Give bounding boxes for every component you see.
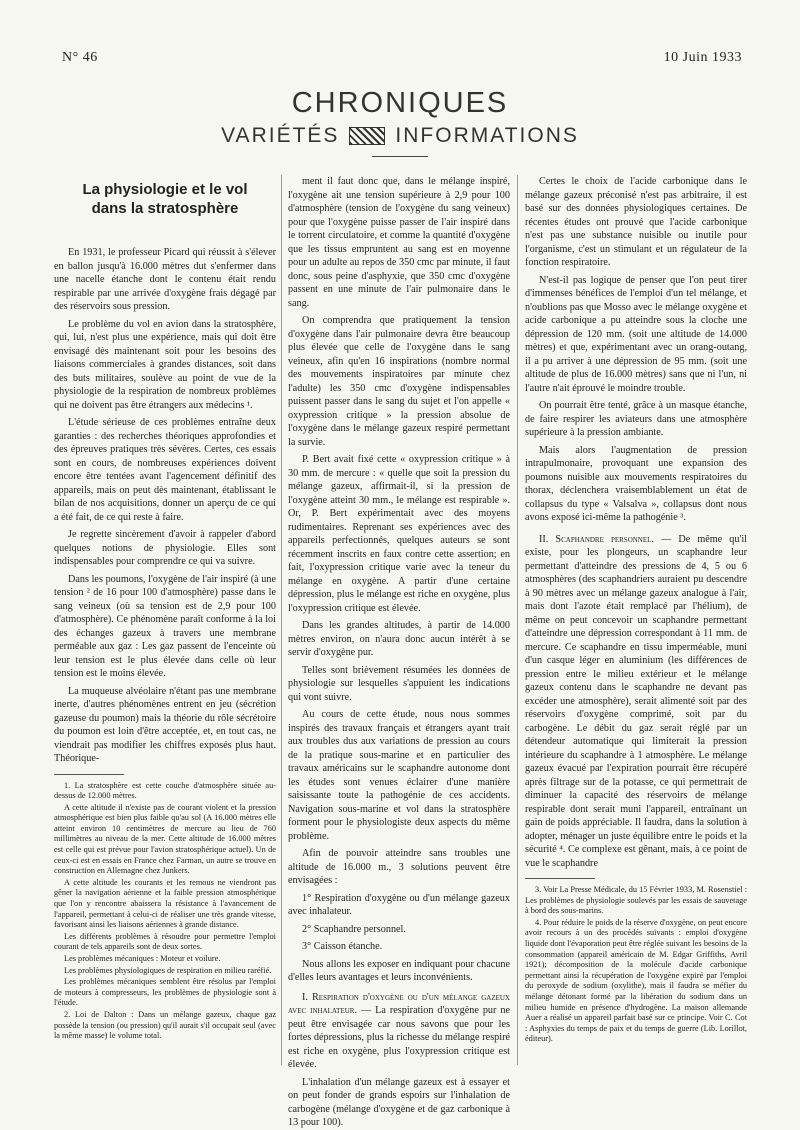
paragraph: Je regrette sincèrement d'avoir à rappeler d'abord quelques notions de physiologie. Elles sont indispensables pour comprendre ce qui va suivre. [54,529,276,567]
masthead-varietes: VARIÉTÉS [221,124,340,147]
paragraph: En 1931, le professeur Picard qui réussit à s'élever en ballon jusqu'à 16.000 mètres dut s'enfermer dans une nacelle étanche dont le contenu était rendu respirable par une arrivée d'oxygène frais dégagé par des réservoirs sous pression. [54,247,276,312]
paragraph: ment il faut donc que, dans le mélange inspiré, l'oxygène ait une tension supérieure à 2,9 pour 100 d'atmosphère (tension de l'oxygène du sang veineux) pour que l'oxygène puisse passer de l'air inspiré dans le torrent circulatoire, et comme la quantité d'oxygène que les tissus empruntent au sang est en moyenne pour un adulte au repos de 350 cmc par minute, il faut donc, sous peine d'asphyxie, que 350 cmc d'oxygène passent en une minute de l'air pulmonaire dans le sang. [288,176,510,309]
solutions-list [288,892,510,954]
masthead-subtitle [0,124,800,148]
issue-date: 10 Juin 1933 [663,50,742,65]
section-2-text: — De même qu'il existe, pour les plongeurs, un scaphandre leur permettant d'atteindre des pressions de 4, 5 ou 6 atmosphères (des scaphandriers auraient pu descendre à 90 mètres avec un mélange gazeux analogue à l'air, mais dont l'azote était remplacé par l'hélium), de même on peut concevoir un scaphandre permettant d'atteindre une dépression correspondant à 11 mm. de mercure. Ce scaphandre en tissu imperméable, muni d'un casque léger en aluminium (les différences de pression entre le milieu extérieur et le mélange gazeux contenu dans le scaphandre ne devant pas excéder une atmosphère), serait alimenté soit par des réservoirs d'oxygène comprimé, soit par du carbogène. Le débit du gaz serait réglé par un détendeur automatique qui limiterait la pression intérieure du scaphandre à 1 atmosphère. Le mélange gazeux évacué par l'expiration pourrait être récupéré après filtrage sur de la potasse, ce qui permettrait de diminuer la capacité des réservoirs de mélange respirable dont serait muni l'appareil, entraînant un gain de poids appréciable. Il faudra, dans la solution à adopter, ménager un juste équilibre entre le poids et la sécurité ⁴. Ce complexe est gênant, mais, à ce point de vue le scaphandre [525,533,747,869]
column-2 [288,175,510,1130]
paragraph: Mais alors l'augmentation de pression intrapulmonaire, provoquant une expansion des poumons nuisible aux mouvements respiratoires du thorax, déclenchera vraisemblablement un état de collapsus du type « Valsalva », collapsus dont nous avons exposé ici-même la pathogénie ³. [525,444,747,523]
paragraph: Dans les grandes altitudes, à partir de 14.000 mètres environ, on n'aura donc aucun intérêt à se servir d'oxygène pur. [288,620,510,658]
paragraph: Certes le choix de l'acide carbonique dans le mélange gazeux préconisé n'est pas arbitraire, il est basé sur des données physiologiques certaines. De récentes études ont prouvé que l'acide carbonique n'est pas une substance nuisible ou inutile pour l'organisme, c'est un stimulant et un régulateur de la fonction respiratoire. [525,176,747,268]
paragraph: La muqueuse alvéolaire n'étant pas une membrane inerte, d'autres phénomènes entrent en jeu (sécrétion gazeuse du poumon) mais la théorie du rôle sécrétoire du poumon est loin d'être acceptée, et, en tout cas, ne viendrait pas modifier les chiffres exposés plus haut. Théorique- [54,685,276,764]
decorative-ornament-icon [349,127,385,145]
paragraph: Nous allons les exposer en indiquant pour chacune d'elles leurs avantages et leurs inconvénients. [288,958,510,983]
column-2-body [288,175,510,888]
paragraph: Afin de pouvoir atteindre sans troubles une altitude de 16.000 m., 3 solutions peuvent être envisagées : [288,848,510,886]
footnote: Les problèmes mécaniques : Moteur et voilure. [64,954,221,963]
column-1-footnotes [54,781,276,1042]
masthead-rule [372,156,428,157]
list-item: 2° Scaphandre personnel. [302,923,406,935]
column-3-body [525,175,747,525]
footnote-rule [54,774,124,775]
article-title [54,180,276,218]
footnote: Les problèmes physiologiques de respiration en milieu raréfié. [64,965,272,975]
paragraph: L'étude sérieuse de ces problèmes entraîne deux garanties : des recherches théoriques approfondies et des épreuves pratiques très sévères. Certes, ces essais sont en cours, de nombreuses expériences doivent encore être tentées avant l'agencement définitif des appareils, mais on peut dès maintenant, établissant le bilan de nos acquisitions, donner un aperçu de ce qui a été fait, de ce qui reste à faire. [54,417,276,523]
section-2-heading: II. Scaphandre personnel. [539,533,654,545]
paragraph: N'est-il pas logique de penser que l'on peut tirer d'immenses bénéfices de l'emploi d'un tel mélange, et n'oublions pas que Mosso avec le mélange oxygène et acide carbonique a pu atteindre sous la cloche une dépression de 120 mm. (soit une altitude de 14.000 mètres) et que, expérimentant avec un orang-outang, il a pu arriver à une dépression de 95 mm. (soit une altitude de plus de 16.000 mètres) sans que ni l'un, ni l'autre n'ait éprouvé le moindre trouble. [525,274,747,394]
footnote: 3. Voir La Presse Médicale, du 15 Février 1933, M. Rosenstiel : Les problèmes de physiologie soulevés par les essais de sauvetage à bord des sous-marins. [525,885,747,916]
section-1-text: — La respiration d'oxygène pur ne peut être envisagée car nous savons que pour les fortes dépressions, plus la richesse du mélange respiré est riche en oxygène, plus l'oxypression critique est élevée. [288,1005,511,1070]
footnote: A cette altitude les courants et les remous ne viendront pas gêner la navigation aérienne et la faible pression atmosphérique que l'on y rencontre abaissera la résistance à l'avancement de l'appareil, permettant à celui-ci de réaliser une très grande vitesse, favorisant ainsi les liaisons aériennes à grande distance. [54,877,276,930]
masthead-informations: INFORMATIONS [395,124,579,147]
masthead [0,88,800,157]
paragraph: Telles sont brièvement résumées les données de physiologie sur lesquelles s'appuient les indications qui vont suivre. [288,664,510,703]
paragraph: On pourrait être tenté, grâce à un masque étanche, de faire respirer les aviateurs dans une atmosphère supérieure à la pression ambiante. [525,400,747,438]
section-1-heading: I. Respiration d'oxygène ou d'un mélange gazeux avec inhalateur. [288,991,510,1016]
paragraph: L'inhalation d'un mélange gazeux est à essayer et on peut fonder de grands espoirs sur l'inhalation de carbogène (mélange d'oxygène et de gaz carbonique à 13 pour 100). [288,1076,510,1128]
paragraph: On comprendra que pratiquement la tension d'oxygène dans l'air pulmonaire devra être beaucoup plus élevée que celle de l'oxygène dans le sang veineux, afin qu'en 16 inspirations (nombre normal des mouvements inspiratoires par minute chez l'adulte) les 350 cmc d'oxygène indispensables puissent passer dans le sang du sujet et l'on appelle « oxypression critique » la pression absolue de l'oxygène dans le mélange gazeux respiré permettant la survie. [288,315,510,448]
paragraph: Le problème du vol en avion dans la stratosphère, qui, lui, n'est plus une expérience, mais qui doit être envisagé dès maintenant soit pour les besoins des liaisons commerciales à grandes distances, soit dans des buts militaires, soulève au point de vue de la physiologie de la respiration de nombreux problèmes qui ne doivent pas être étrangers aux médecins ¹. [54,318,276,411]
column-divider [517,175,518,1065]
issue-number: N° 46 [62,50,98,65]
footnote: 4. Pour réduire le poids de la réserve d'oxygène, on peut encore avoir recours à un des procédés suivants : emploi d'oxygène liquide dont l'évaporation peut être réglée suivant les besoins de la consommation (appareil américain de M. Edgar Griffiths, Avril 1921); décomposition de la molécule d'acide carbonique permettant ainsi la récupération de l'oxygène expiré par l'emploi du peroxyde de sodium (oxylithe), mais il faudra se méfier du mélange détonant formé par la libération du sodium dans un milieu humide en présence d'hydrogène. La maison allemande Auer a réalisé un appareil parfait basé sur ce principe. Voir C. Cot : Asphyxies du temps de paix et du temps de guerre (Lib. Lorillot, éditeur). [525,917,747,1044]
article-title-line: La physiologie et le vol [82,181,248,198]
footnote: 2. Loi de Dalton : Dans un mélange gazeux, chaque gaz possède la tension (ou pression) qu'il aurait s'il occupait seul (avec la même masse) le volume total. [54,1009,276,1041]
article-title-line: dans la stratosphère [91,200,239,217]
paragraph: P. Bert avait fixé cette « oxypression critique » à 30 mm. de mercure : « quelle que soit la pression du mélange gazeux, affirmait-il, si la pression de l'oxygène atteint 30 mm., le mélange est respirable ». Or, P. Bert expérimentait avec des moyens rudimentaires. Reprenant ses expériences avec des appareils perfectionnés, quelques auteurs se sont récemment inscrits en faux contre cette assertion; en fait, l'oxypression critique varie avec la teneur du mélange en oxygène. A partir d'une certaine dépression, plus le mélange est riche en oxygène, plus l'oxypression critique est élevée. [288,454,510,614]
list-item: 3° Caisson étanche. [302,941,383,952]
footnote: Les problèmes mécaniques semblent être résolus par l'emploi de moteurs à compresseurs, les problèmes de physiologie sont à l'étude. [54,977,276,1008]
section-2-paragraph [525,533,747,871]
paragraph: Dans les poumons, l'oxygène de l'air inspiré (à une tension ² de 16 pour 100 d'atmosphère) passe dans le sang veineux (où sa tension est de 2,9 pour 100 d'atmosphère). Ce phénomène paraît conforme à la loi des échanges gazeux à travers une membrane perméable aux gaz : Les gaz passent de l'enceinte où leur tension est le plus élevée dans celle où leur tension est le moins élevée. [54,573,276,679]
column-divider [281,175,282,1065]
paragraph: Au cours de cette étude, nous nous sommes inspirés des travaux français et étrangers ayant trait aux troubles dus aux variations de pression au cours de la pratique sous-marine et en particulier des travaux américains sur le scaphandre autonome dont les études sont venues éclairer d'une manière saisissante toute la pathogénie de ces accidents. Navigation sous-marine et vol dans la stratosphère forment pour le physiologiste deux aspects du même problème. [288,709,510,842]
list-item: 1° Respiration d'oxygène ou d'un mélange gazeux avec inhalateur. [288,892,510,917]
column-3-footnotes [525,885,747,1045]
footnote: A cette altitude il n'existe pas de courant violent et la pression atmosphérique est bien plus faible qu'au sol (A 16.000 mètres elle atteint environ 10 centimètres de mercure au lieu de 760 millimètres au niveau de la mer. Cette altitude de 16.000 mètres est celle qui est prévue pour l'avion stratosphérique actuel). Un de ceux-ci est en essais en France chez Farman, un autre se trouve en construction en Allemagne chez Junkers. [54,802,276,876]
column-1-body [54,246,276,766]
column-3 [525,175,747,1046]
masthead-title: CHRONIQUES [291,87,509,119]
column-2-after-list [288,958,510,985]
footnote: 1. La stratosphère est cette couche d'atmosphère située au-dessus de 12.000 mètres. [54,780,276,801]
footnote: Les différents problèmes à résoudre pour permettre l'emploi courant de tels appareils sont de deux sortes. [54,931,276,952]
footnote-rule [525,878,595,879]
section-1-paragraph [288,991,510,1072]
column-1 [54,180,276,1043]
